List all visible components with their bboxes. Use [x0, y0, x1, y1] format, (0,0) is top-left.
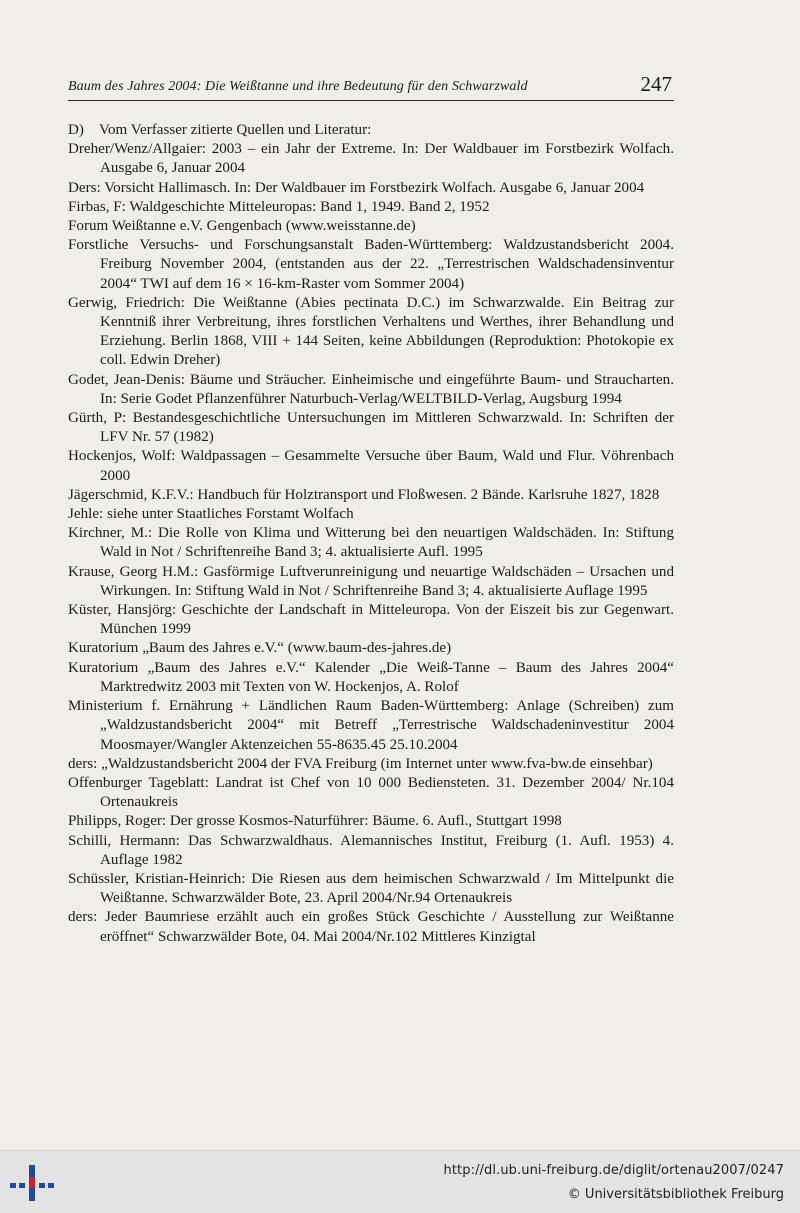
bibliography-entry: ders: Jeder Baumriese erzählt auch ein großes Stück Geschichte / Ausstellung zur Weißtanne eröffnet“ Schwarzwälder Bote, 04. Mai 2004/Nr.102 Mittleres Kinzigtal — [68, 909, 674, 945]
bibliography-entry: Ders: Vorsicht Hallimasch. In: Der Waldbauer im Forstbezirk Wolfach. Ausgabe 6, Januar 2004 — [68, 179, 645, 196]
page-header — [68, 70, 674, 101]
bibliography-entry: Küster, Hansjörg: Geschichte der Landschaft in Mitteleuropa. Von der Eiszeit bis zur Gegenwart. München 1999 — [68, 602, 674, 638]
bibliography-list — [68, 140, 674, 947]
bibliography-entry: Forum Weißtanne e.V. Gengenbach (www.weisstanne.de) — [68, 218, 416, 235]
bibliography-entry: Kirchner, M.: Die Rolle von Klima und Witterung bei den neuartigen Waldschäden. In: Stiftung Wald in Not / Schriftenreihe Band 3; 4. aktualisierte Aufl. 1995 — [68, 525, 674, 561]
bibliography-entry: Philipps, Roger: Der grosse Kosmos-Naturführer: Bäume. 6. Aufl., Stuttgart 1998 — [68, 813, 562, 830]
bibliography-entry: Gerwig, Friedrich: Die Weißtanne (Abies pectinata D.C.) im Schwarzwalde. Ein Beitrag zur Kenntniß ihrer Verbreitung, ihres forstlichen Verhaltens und Werthes, ihrer Behandlung und Erziehung. Berlin 1868, VIII + 144 Seiten, keine Abbildungen (Reproduktion: Photokopie ex coll. Edwin Dreher) — [68, 294, 674, 369]
viewer-footer — [0, 1150, 800, 1213]
bibliography-entry: ders: „Waldzustandsbericht 2004 der FVA Freiburg (im Internet unter www.fva-bw.de einsehbar) — [68, 755, 653, 772]
bibliography-entry: Ministerium f. Ernährung + Ländlichen Raum Baden-Württemberg: Anlage (Schreiben) zum „Waldzustandsbericht 2004“ mit Betreff „Terrestrische Waldschadeninvestitur 2004 Moosmayer/Wangler Aktenzeichen 55-8635.45 25.10.2004 — [68, 698, 674, 753]
bibliography-entry: Hockenjos, Wolf: Waldpassagen – Gesammelte Versuche über Baum, Wald und Flur. Vöhrenbach 2000 — [68, 448, 674, 484]
bibliography-entry: Firbas, F: Waldgeschichte Mitteleuropas: Band 1, 1949. Band 2, 1952 — [68, 198, 490, 215]
source-url-link[interactable]: http://dl.ub.uni-freiburg.de/diglit/ortenau2007/0247 — [443, 1163, 784, 1178]
section-heading: D) Vom Verfasser zitierte Quellen und Literatur: — [68, 122, 372, 138]
bibliography-entry: Offenburger Tageblatt: Landrat ist Chef von 10 000 Bediensteten. 31. Dezember 2004/ Nr.104 Ortenaukreis — [68, 774, 674, 811]
page-number: 247 — [640, 72, 672, 96]
bibliography-entry: Kuratorium „Baum des Jahres e.V.“ (www.baum-des-jahres.de) — [68, 640, 452, 657]
ub-freiburg-logo-icon — [10, 1163, 54, 1203]
bibliography-entry: Forstliche Versuchs- und Forschungsanstalt Baden-Württemberg: Waldzustandsbericht 2004. Freiburg November 2004, (entstanden aus der 22. „Terrestrischen Waldschadensinventur 2004“ TWI auf dem 16 × 16-km-Raster vom Sommer 2004) — [68, 237, 674, 292]
bibliography-entry: Schilli, Hermann: Das Schwarzwaldhaus. Alemannisches Institut, Freiburg (1. Aufl. 1953) 4. Auflage 1982 — [68, 832, 674, 868]
bibliography-entry: Krause, Georg H.M.: Gasförmige Luftverunreinigung und neuartige Waldschäden – Ursachen und Wirkungen. In: Stiftung Wald in Not / Schriftenreihe Band 3; 4. aktualisierte Auflage 1995 — [68, 563, 674, 599]
bibliography-entry: Jehle: siehe unter Staatliches Forstamt Wolfach — [68, 506, 354, 523]
copyright-notice: © Universitätsbibliothek Freiburg — [567, 1187, 784, 1202]
bibliography-entry: Gürth, P: Bestandesgeschichtliche Untersuchungen im Mittleren Schwarzwald. In: Schriften der LFV Nr. 57 (1982) — [68, 410, 674, 446]
bibliography-entry: Schüssler, Kristian-Heinrich: Die Riesen aus dem heimischen Schwarzwald / Im Mittelpunkt die Weißtanne. Schwarzwälder Bote, 23. April 2004/Nr.94 Ortenaukreis — [68, 870, 674, 907]
running-head: Baum des Jahres 2004: Die Weißtanne und ihre Bedeutung für den Schwarzwald — [68, 79, 528, 94]
bibliography-entry: Kuratorium „Baum des Jahres e.V.“ Kalender „Die Weiß-Tanne – Baum des Jahres 2004“ Marktredwitz 2003 mit Texten von W. Hockenjos, A. Rolof — [68, 659, 674, 695]
bibliography-entry: Dreher/Wenz/Allgaier: 2003 – ein Jahr der Extreme. In: Der Waldbauer im Forstbezirk Wolfach. Ausgabe 6, Januar 2004 — [68, 141, 674, 177]
bibliography-entry: Godet, Jean-Denis: Bäume und Sträucher. Einheimische und eingeführte Baum- und Straucharten. In: Serie Godet Pflanzenführer Naturbuch-Verlag/WELTBILD-Verlag, Augsburg 1994 — [68, 371, 674, 407]
bibliography-entry: Jägerschmid, K.F.V.: Handbuch für Holztransport und Floßwesen. 2 Bände. Karlsruhe 1827, 1828 — [68, 486, 660, 503]
bibliography-section — [68, 121, 674, 947]
